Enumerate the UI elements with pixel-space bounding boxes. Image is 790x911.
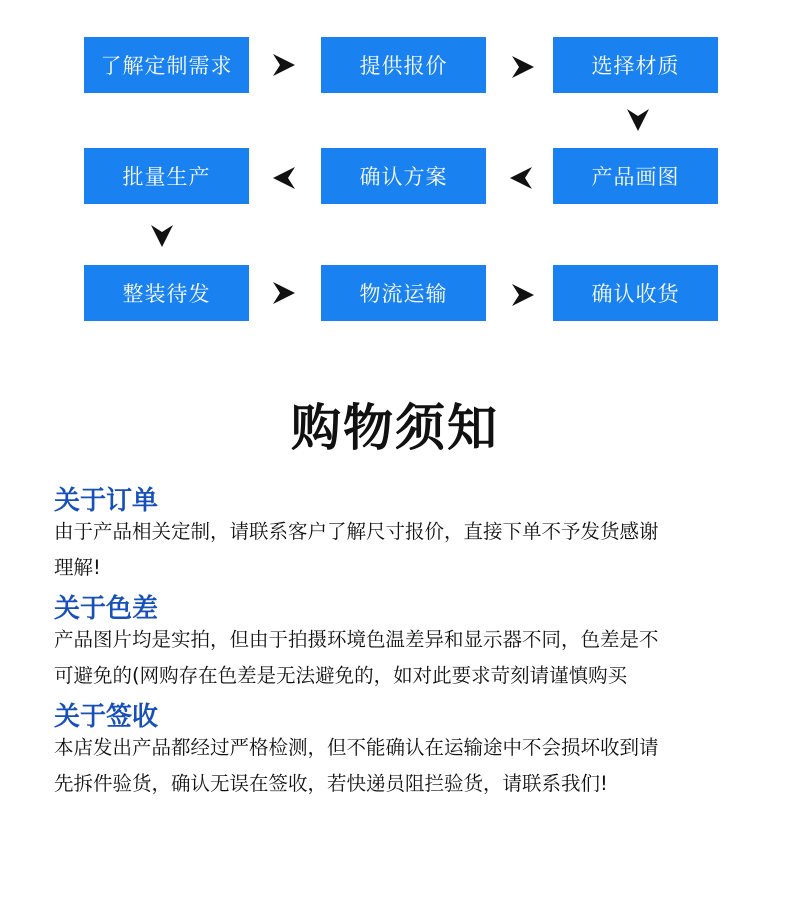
section-line: 由于产品相关定制，请联系客户了解尺寸报价，直接下单不予发货感谢 [54, 520, 659, 543]
arrow-right-icon [271, 280, 297, 306]
flow-step-understand-needs: 了解定制需求 [84, 37, 249, 93]
arrow-left-icon [508, 165, 534, 191]
section-body-signing [54, 730, 744, 802]
section-line: 产品图片均是实拍，但由于拍摄环境色温差异和显示器不同，色差是不 [54, 628, 659, 651]
flow-step-confirm-plan: 确认方案 [321, 148, 486, 204]
arrow-right-icon [510, 282, 536, 308]
section-heading-orders: 关于订单 [54, 486, 159, 516]
section-line: 先拆件验货，确认无误在签收，若快递员阻拦验货，请联系我们! [54, 772, 608, 795]
arrow-left-icon [271, 165, 297, 191]
section-body-orders [54, 514, 744, 586]
section-body-color-difference [54, 622, 744, 694]
arrow-down-icon [625, 107, 651, 133]
flow-step-packing: 整装待发 [84, 265, 249, 321]
flow-step-confirm-receipt: 确认收货 [553, 265, 718, 321]
arrow-right-icon [271, 52, 297, 78]
section-line: 可避免的(网购存在色差是无法避免的，如对此要求苛刻请谨慎购买 [54, 664, 628, 687]
section-line: 理解! [54, 556, 101, 579]
section-line: 本店发出产品都经过严格检测，但不能确认在运输途中不会损坏收到请 [54, 736, 659, 759]
arrow-right-icon [510, 54, 536, 80]
flow-step-drawing: 产品画图 [553, 148, 718, 204]
flow-step-mass-production: 批量生产 [84, 148, 249, 204]
notice-title: 购物须知 [291, 399, 499, 457]
flow-step-shipping: 物流运输 [321, 265, 486, 321]
arrow-down-icon [149, 223, 175, 249]
flow-step-quote: 提供报价 [321, 37, 486, 93]
section-heading-color-difference: 关于色差 [54, 594, 159, 624]
flow-step-choose-material: 选择材质 [553, 37, 718, 93]
section-heading-signing: 关于签收 [54, 702, 159, 732]
